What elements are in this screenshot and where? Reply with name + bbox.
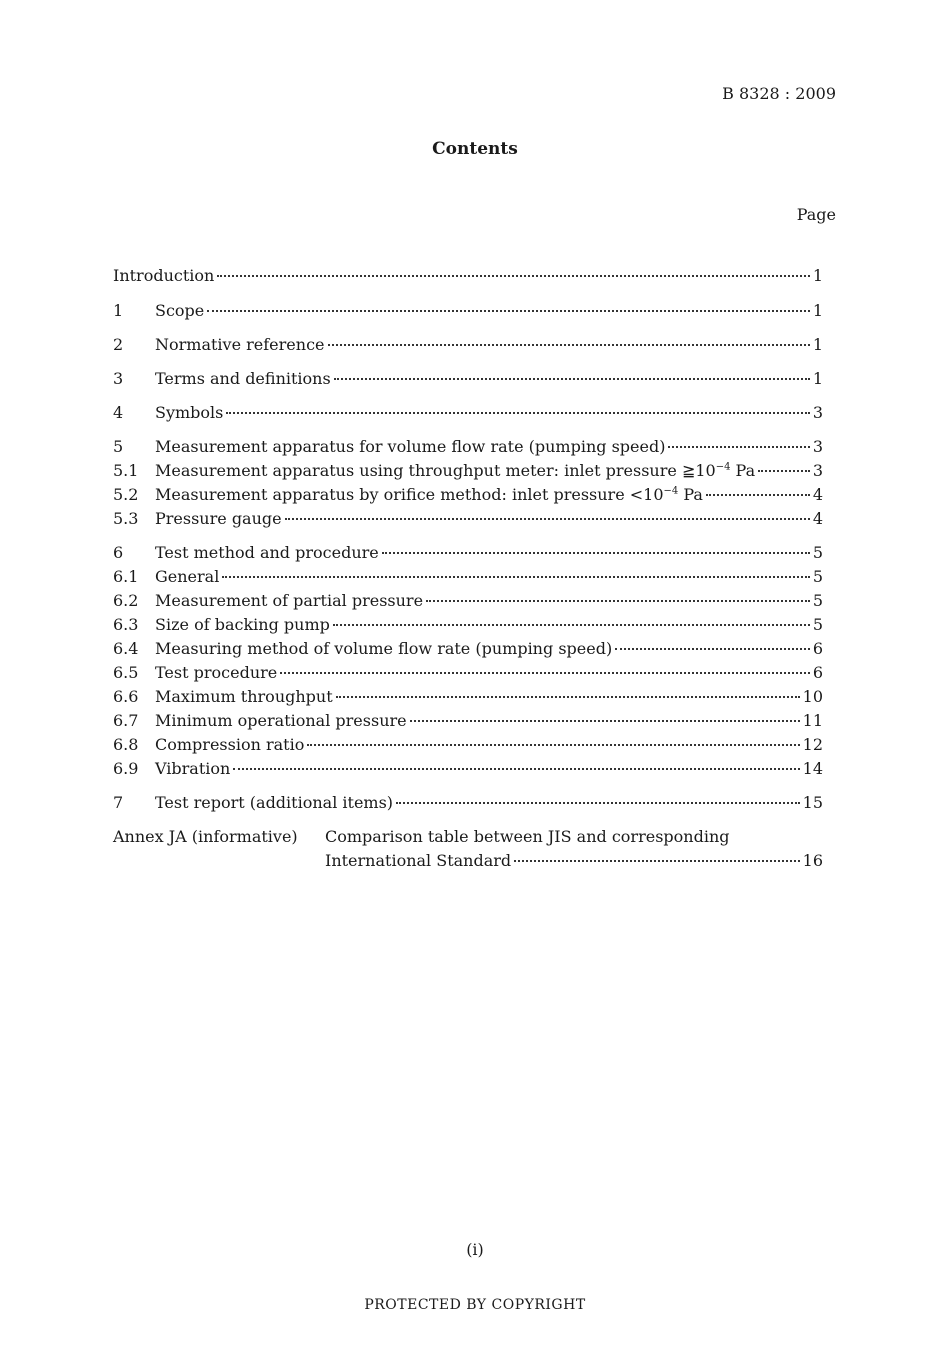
toc-entry-page: 6 bbox=[812, 639, 823, 658]
page-column-heading: Page bbox=[796, 205, 836, 224]
exponent: −4 bbox=[715, 461, 731, 473]
leader-dots bbox=[233, 767, 799, 770]
toc-entry-page: 5 bbox=[812, 615, 823, 634]
annex-label: Annex JA (informative) bbox=[113, 827, 298, 846]
toc-entry-title: Normative reference bbox=[155, 335, 325, 354]
toc-entry[interactable] bbox=[113, 793, 823, 815]
toc-entry[interactable] bbox=[113, 543, 823, 565]
toc-entry-number: 6.7 bbox=[113, 711, 139, 730]
toc-entry-title: Minimum operational pressure bbox=[155, 711, 407, 730]
toc-entry-page: 1 bbox=[812, 266, 823, 285]
toc-entry-number: 6.8 bbox=[113, 735, 139, 754]
toc-entry-page: 16 bbox=[802, 851, 823, 870]
toc-entry-introduction[interactable] bbox=[113, 266, 823, 288]
toc-entry-page: 5 bbox=[812, 567, 823, 586]
leader-dots bbox=[307, 743, 799, 746]
leader-dots bbox=[334, 377, 810, 380]
toc-entry[interactable] bbox=[113, 437, 823, 459]
toc-entry-page: 1 bbox=[812, 301, 823, 320]
toc-entry-title: Pressure gauge bbox=[155, 509, 282, 528]
leader-dots bbox=[226, 411, 809, 414]
leader-dots bbox=[336, 695, 800, 698]
toc-entry-page: 15 bbox=[802, 793, 823, 812]
toc-entry-annex-continued[interactable] bbox=[325, 851, 823, 873]
toc-entry-title: Introduction bbox=[113, 266, 215, 285]
toc-entry[interactable] bbox=[113, 639, 823, 661]
toc-entry-page: 3 bbox=[812, 461, 823, 480]
toc-entry-title: Measuring method of volume flow rate (pumping speed) bbox=[155, 639, 613, 658]
toc-entry-number: 6.3 bbox=[113, 615, 139, 634]
toc-entry[interactable] bbox=[113, 735, 823, 757]
toc-entry-page: 1 bbox=[812, 335, 823, 354]
toc-entry-number: 4 bbox=[113, 403, 124, 422]
toc-entry[interactable] bbox=[113, 591, 823, 613]
toc-entry-title: Vibration bbox=[155, 759, 231, 778]
leader-dots bbox=[382, 551, 810, 554]
toc-entry-page: 1 bbox=[812, 369, 823, 388]
toc-entry-title: General bbox=[155, 567, 220, 586]
toc-entry-page: 6 bbox=[812, 663, 823, 682]
leader-dots bbox=[222, 575, 809, 578]
toc-entry-number: 1 bbox=[113, 301, 124, 320]
toc-entry-title: Test method and procedure bbox=[155, 543, 379, 562]
toc-entry[interactable] bbox=[113, 663, 823, 685]
exponent: −4 bbox=[663, 485, 679, 497]
toc-entry-title: Size of backing pump bbox=[155, 615, 330, 634]
leader-dots bbox=[615, 647, 810, 650]
toc-entry-number: 6.1 bbox=[113, 567, 139, 586]
page-title: Contents bbox=[432, 139, 518, 159]
toc-entry-annex[interactable] bbox=[113, 827, 823, 849]
toc-entry-number: 5.1 bbox=[113, 461, 139, 480]
toc-entry-page: 4 bbox=[812, 485, 823, 504]
toc-entry-number: 3 bbox=[113, 369, 124, 388]
toc-entry[interactable] bbox=[113, 509, 823, 531]
toc-entry-page: 12 bbox=[802, 735, 823, 754]
leader-dots bbox=[758, 469, 810, 472]
annex-title-line1: Comparison table between JIS and corresponding bbox=[325, 827, 730, 846]
toc-entry-title: Test report (additional items) bbox=[155, 793, 394, 812]
toc-entry-number: 5.3 bbox=[113, 509, 139, 528]
toc-entry[interactable] bbox=[113, 759, 823, 781]
leader-dots bbox=[217, 274, 809, 277]
toc-entry-number: 7 bbox=[113, 793, 124, 812]
toc-entry-title: Terms and definitions bbox=[155, 369, 331, 388]
toc-entry-number: 2 bbox=[113, 335, 124, 354]
toc-entry-number: 6.4 bbox=[113, 639, 139, 658]
toc-entry-title: Test procedure bbox=[155, 663, 278, 682]
toc-entry-title: Symbols bbox=[155, 403, 224, 422]
toc-entry-page: 5 bbox=[812, 543, 823, 562]
toc-entry-title: Measurement apparatus by orifice method: inlet pressure $<10^{-4}$ Pa bbox=[155, 485, 703, 504]
toc-entry[interactable] bbox=[113, 369, 823, 391]
toc-entry[interactable] bbox=[113, 461, 823, 483]
leader-dots bbox=[333, 623, 810, 626]
toc-entry-number: 6.5 bbox=[113, 663, 139, 682]
toc-entry-number: 6.6 bbox=[113, 687, 139, 706]
leader-dots bbox=[280, 671, 810, 674]
toc-entry-number: 5 bbox=[113, 437, 124, 456]
toc-entry-title: Compression ratio bbox=[155, 735, 305, 754]
toc-entry[interactable] bbox=[113, 687, 823, 709]
leader-dots bbox=[285, 517, 810, 520]
leader-dots bbox=[668, 445, 809, 448]
toc-entry-page: 3 bbox=[812, 403, 823, 422]
toc-entry-page: 14 bbox=[802, 759, 823, 778]
toc-entry-page: 11 bbox=[802, 711, 823, 730]
toc-entry-number: 5.2 bbox=[113, 485, 139, 504]
toc-entry-number: 6 bbox=[113, 543, 124, 562]
standard-number: B 8328 : 2009 bbox=[722, 84, 836, 103]
toc-entry-number: 6.2 bbox=[113, 591, 139, 610]
toc-entry-page: 3 bbox=[812, 437, 823, 456]
leader-dots bbox=[706, 493, 810, 496]
toc-entry-title: Scope bbox=[155, 301, 205, 320]
toc-entry-title: Measurement apparatus for volume flow rate (pumping speed) bbox=[155, 437, 666, 456]
toc-entry-page: 10 bbox=[802, 687, 823, 706]
toc-entry[interactable] bbox=[113, 335, 823, 357]
leader-dots bbox=[514, 859, 799, 862]
toc-entry[interactable] bbox=[113, 301, 823, 323]
toc-entry[interactable] bbox=[113, 711, 823, 733]
toc-entry-title: Measurement apparatus using throughput meter: inlet pressure $≧10^{-4}$ Pa bbox=[155, 461, 756, 480]
leader-dots bbox=[426, 599, 810, 602]
leader-dots bbox=[328, 343, 810, 346]
copyright-notice: PROTECTED BY COPYRIGHT bbox=[364, 1297, 586, 1313]
leader-dots bbox=[207, 309, 810, 312]
leader-dots bbox=[396, 801, 800, 804]
toc-entry-number: 6.9 bbox=[113, 759, 139, 778]
toc-entry-title: Measurement of partial pressure bbox=[155, 591, 424, 610]
leader-dots bbox=[410, 719, 800, 722]
toc-entry-title: Maximum throughput bbox=[155, 687, 333, 706]
annex-title-line2: International Standard bbox=[325, 851, 512, 870]
toc-entry[interactable] bbox=[113, 615, 823, 637]
toc-entry-page: 4 bbox=[812, 509, 823, 528]
toc-entry[interactable] bbox=[113, 485, 823, 507]
toc-entry[interactable] bbox=[113, 567, 823, 589]
toc-entry[interactable] bbox=[113, 403, 823, 425]
toc-entry-page: 5 bbox=[812, 591, 823, 610]
page-number: (i) bbox=[466, 1240, 484, 1259]
